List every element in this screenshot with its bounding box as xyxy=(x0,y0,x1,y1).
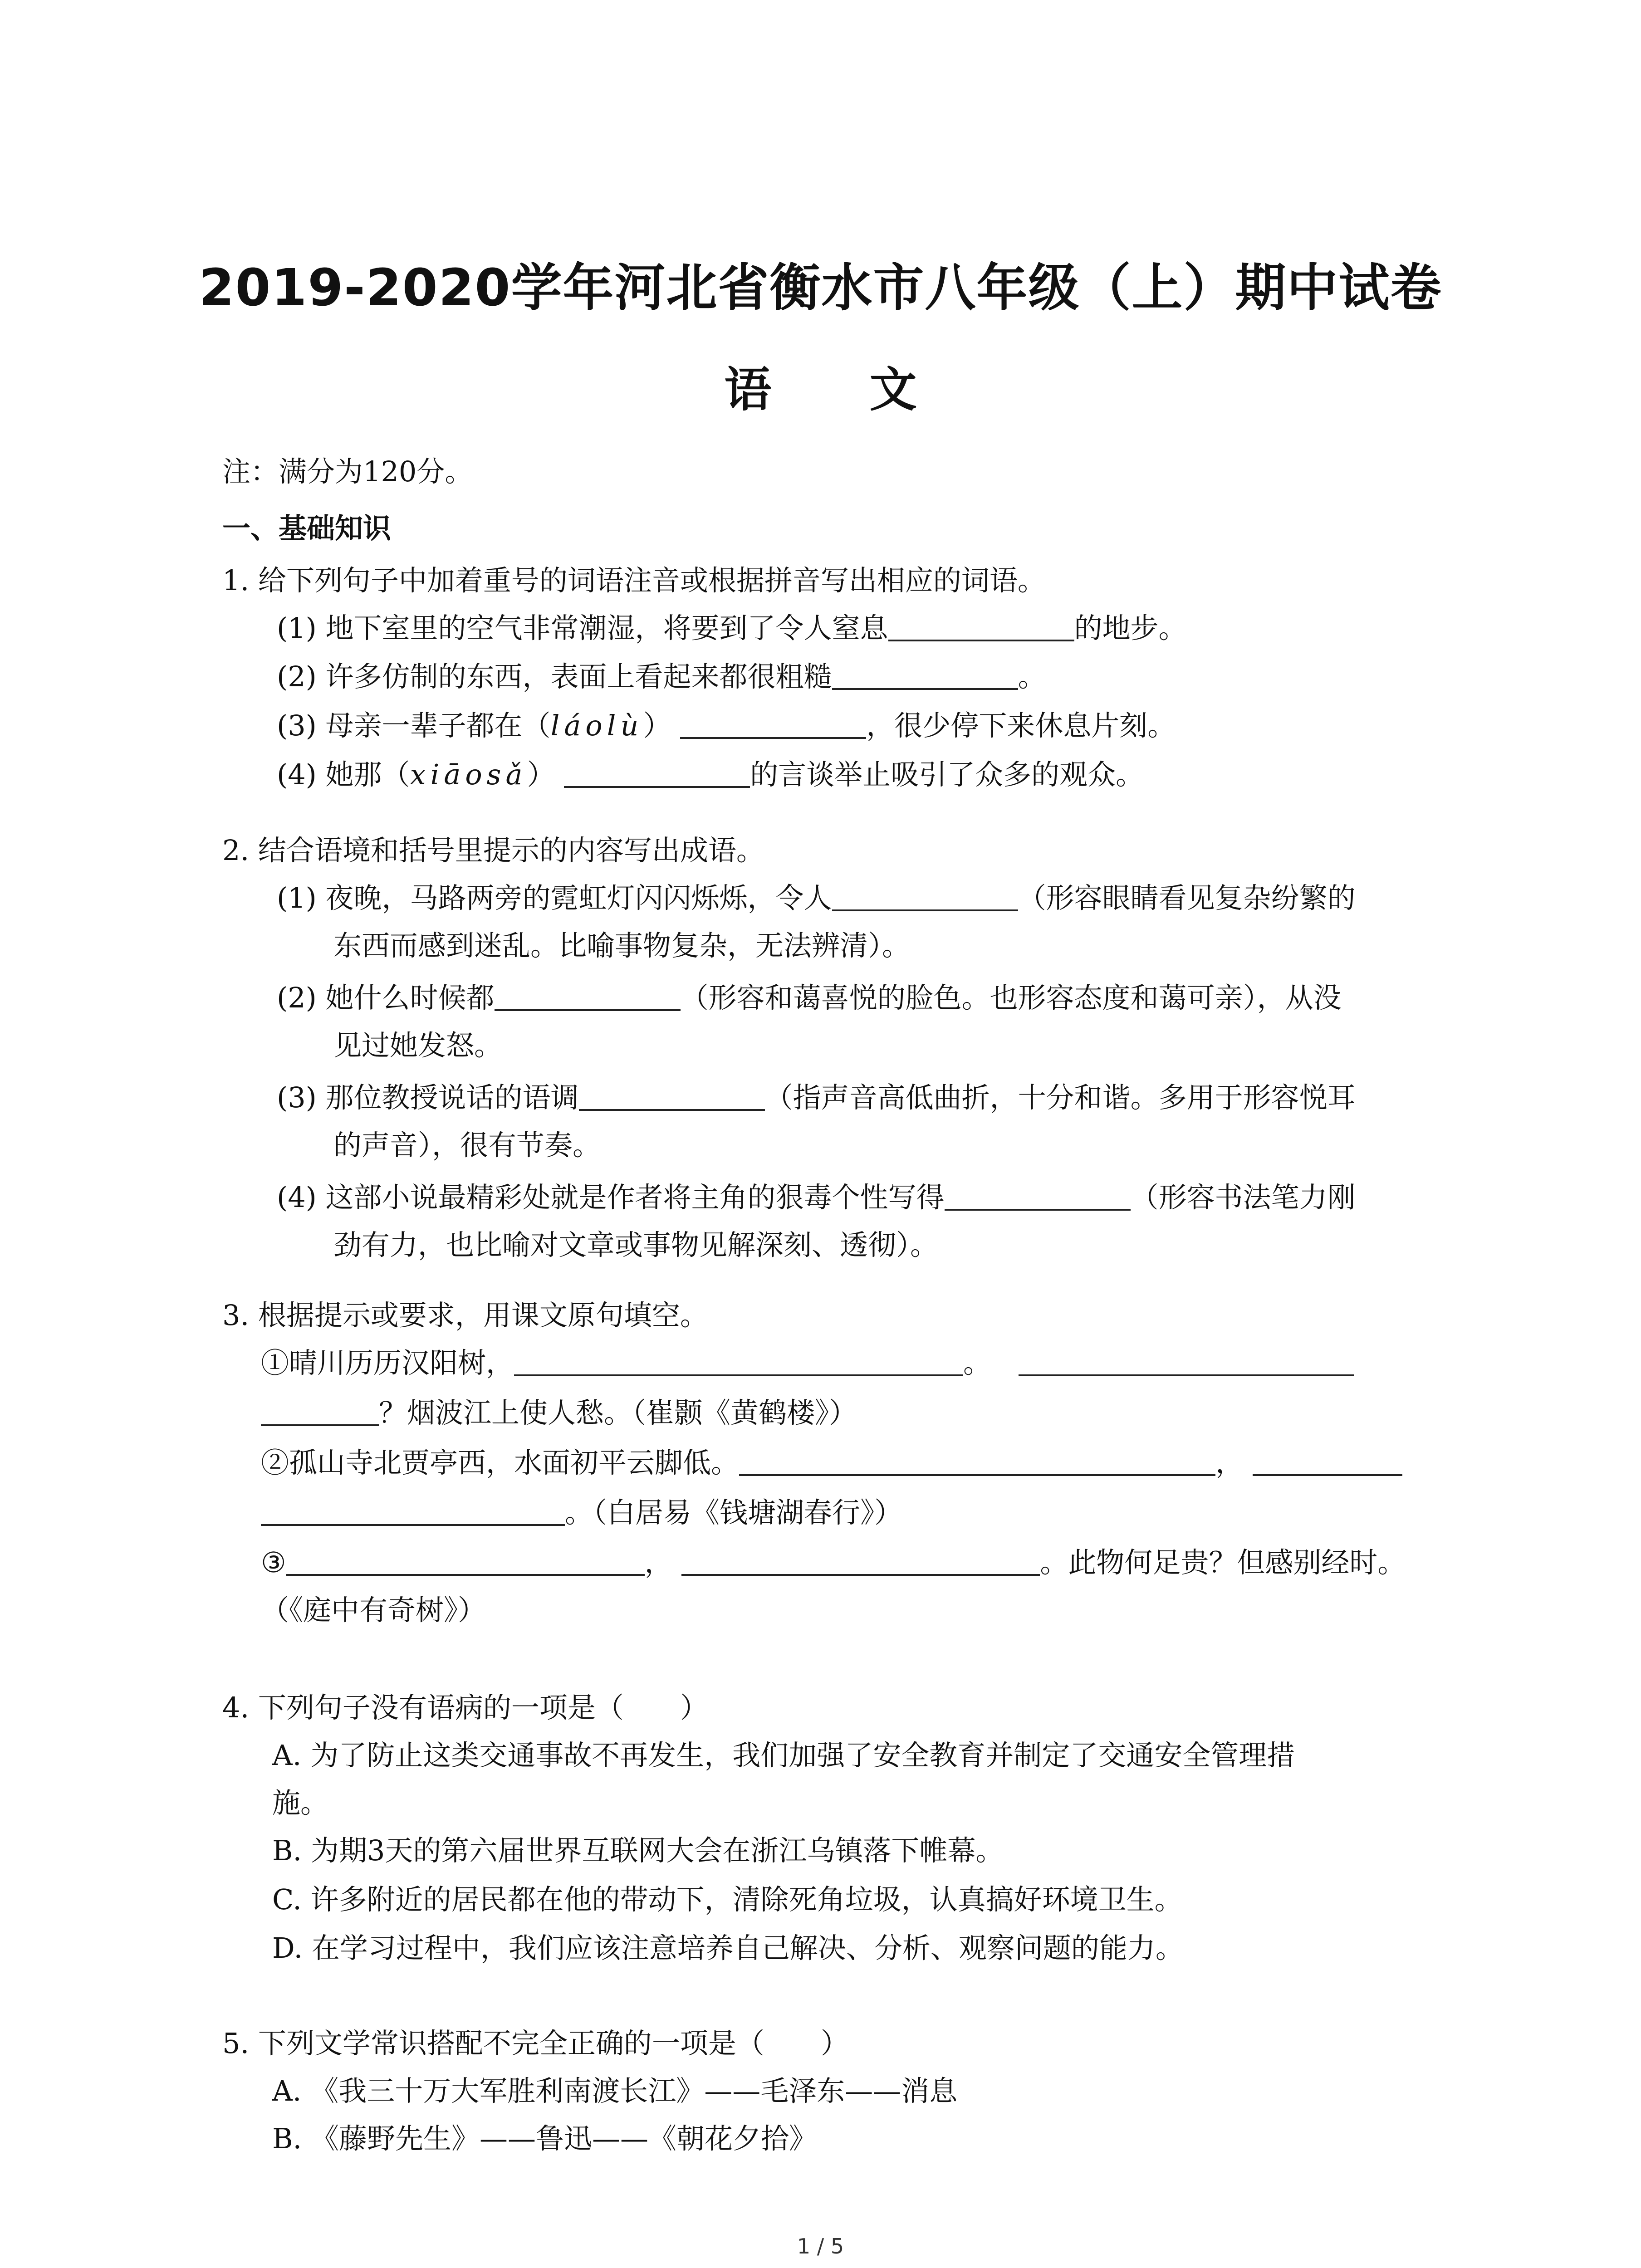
question-2-item-2: (2) 她什么时候都 （形容和蔼喜悦的脸色。也形容态度和蔼可亲），从没 xyxy=(277,981,1342,1014)
question-2-item-3-cont: 的声音），很有节奏。 xyxy=(333,1129,601,1162)
answer-blank[interactable] xyxy=(832,883,1018,911)
item-number: (1) xyxy=(277,611,317,645)
question-1-stem: 1. 给下列句子中加着重号的词语注音或根据拼音写出相应的词语。 xyxy=(222,564,1046,597)
option-a: A. 《我三十万大军胜利南渡长江》——毛泽东——消息 xyxy=(272,2074,958,2107)
question-3-line-4: 。（白居易《钱塘湖春行》） xyxy=(261,1495,902,1531)
question-2-item-3: (3) 那位教授说话的语调 （指声音高低曲折，十分和谐。多用于形容悦耳 xyxy=(277,1081,1356,1114)
question-2-item-1-cont: 东西而感到迷乱。比喻事物复杂，无法辨清）。 xyxy=(333,929,911,962)
answer-blank[interactable] xyxy=(579,1083,765,1111)
answer-blank[interactable] xyxy=(945,1183,1131,1211)
question-1-item-3: (3) 母亲一辈子都在（láolù） ，很少停下来休息片刻。 xyxy=(277,709,1176,742)
answer-blank[interactable] xyxy=(680,711,866,739)
page-title: 2019-2020学年河北省衡水市八年级（上）期中试卷 xyxy=(199,259,1442,318)
answer-blank[interactable] xyxy=(564,760,750,788)
item-number: (4) xyxy=(277,1181,317,1214)
score-note: 注：满分为120分。 xyxy=(222,455,473,488)
question-1-item-4: (4) 她那（xiāosǎ） 的言谈举止吸引了众多的观众。 xyxy=(277,758,1144,791)
question-3-line-1: ①晴川历历汉阳树， 。 xyxy=(261,1345,1354,1382)
answer-blank[interactable] xyxy=(261,1498,565,1526)
item-number: (4) xyxy=(277,758,317,791)
answer-blank[interactable] xyxy=(681,1548,1040,1576)
question-2-item-4: (4) 这部小说最精彩处就是作者将主角的狠毒个性写得 （形容书法笔力刚 xyxy=(277,1181,1356,1214)
item-number: (3) xyxy=(277,1081,317,1114)
question-2-item-2-cont: 见过她发怒。 xyxy=(333,1029,503,1062)
item-number: (2) xyxy=(277,660,317,693)
option-d: D. 在学习过程中，我们应该注意培养自己解决、分析、观察问题的能力。 xyxy=(272,1931,1184,1965)
pinyin: xiāosǎ xyxy=(410,758,527,791)
answer-blank[interactable] xyxy=(514,1348,963,1376)
item-number: (3) xyxy=(277,709,317,742)
question-4-stem: 4. 下列句子没有语病的一项是（ ） xyxy=(222,1691,708,1724)
item-number: (2) xyxy=(277,981,317,1014)
question-2-item-1: (1) 夜晚，马路两旁的霓虹灯闪闪烁烁，令人 （形容眼睛看见复杂纷繁的 xyxy=(277,881,1356,914)
section-heading: 一、基础知识 xyxy=(222,512,392,545)
question-2-item-4-cont: 劲有力，也比喻对文章或事物见解深刻、透彻）。 xyxy=(333,1228,939,1261)
option-b: B. 《藤野先生》——鲁迅——《朝花夕拾》 xyxy=(272,2122,817,2155)
answer-blank[interactable] xyxy=(888,613,1074,641)
answer-blank[interactable] xyxy=(1019,1348,1354,1376)
question-2-stem: 2. 结合语境和括号里提示的内容写出成语。 xyxy=(222,834,764,867)
question-3-line-3: ②孤山寺北贾亭西，水面初平云脚低。 ， xyxy=(261,1445,1402,1481)
answer-blank[interactable] xyxy=(495,983,681,1011)
answer-blank[interactable] xyxy=(261,1398,379,1426)
item-number: (1) xyxy=(277,881,317,914)
question-5-stem: 5. 下列文学常识搭配不完全正确的一项是（ ） xyxy=(222,2027,849,2060)
question-3-line-2: ？烟波江上使人愁。（崔颢《黄鹤楼》） xyxy=(261,1395,857,1432)
question-3-line-6: （《庭中有奇树》） xyxy=(261,1593,486,1627)
answer-blank[interactable] xyxy=(739,1448,1215,1476)
question-1-item-1: (1) 地下室里的空气非常潮湿，将要到了令人窒息 的地步。 xyxy=(277,611,1187,645)
pinyin: láolù xyxy=(550,709,643,742)
option-b: B. 为期3天的第六届世界互联网大会在浙江乌镇落下帷幕。 xyxy=(272,1834,1004,1867)
option-c: C. 许多附近的居民都在他的带动下，清除死角垃圾，认真搞好环境卫生。 xyxy=(272,1883,1183,1916)
subject-heading: 语 文 xyxy=(724,362,958,417)
answer-blank[interactable] xyxy=(832,662,1018,690)
question-3-stem: 3. 根据提示或要求，用课文原句填空。 xyxy=(222,1299,708,1332)
answer-blank[interactable] xyxy=(286,1548,645,1576)
option-a: A. 为了防止这类交通事故不再发生，我们加强了安全教育并制定了交通安全管理措 xyxy=(272,1739,1295,1772)
page-number: 1 / 5 xyxy=(797,2234,844,2258)
question-1-item-2: (2) 许多仿制的东西，表面上看起来都很粗糙 。 xyxy=(277,660,1046,693)
answer-blank[interactable] xyxy=(1253,1448,1402,1476)
option-a-cont: 施。 xyxy=(272,1786,329,1819)
question-3-line-5: ③ ， 。此物何足贵？但感别经时。 xyxy=(261,1546,1406,1579)
